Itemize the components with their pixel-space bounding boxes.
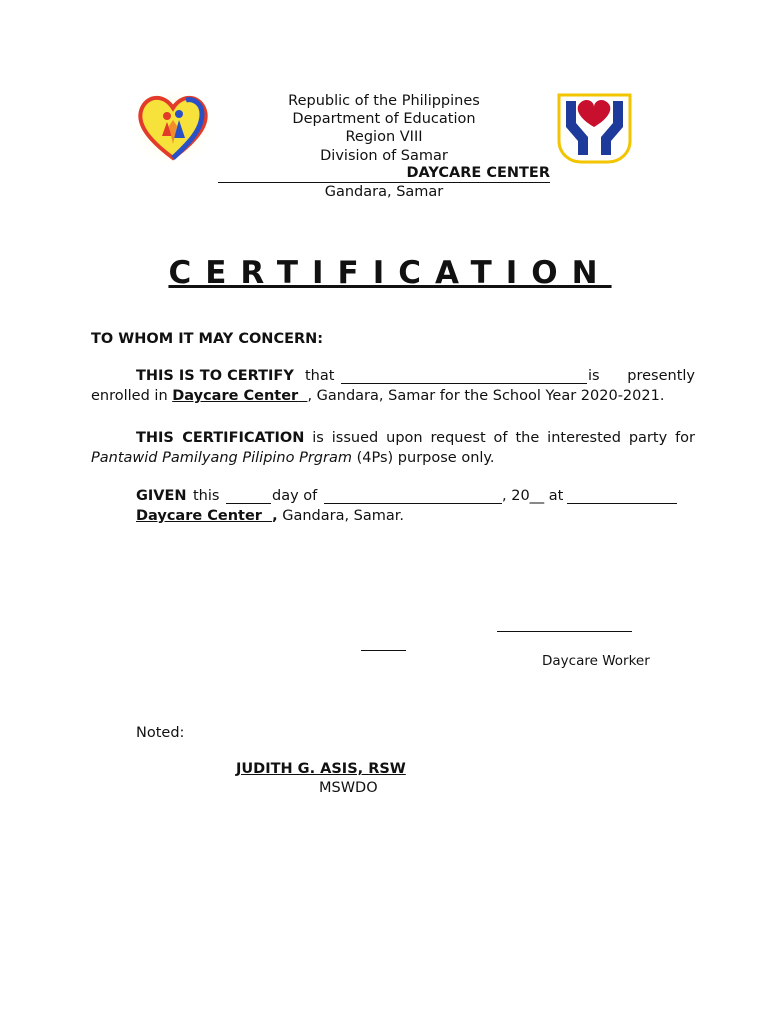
header-line-division: Division of Samar — [320, 147, 448, 164]
header-line-region: Region VIII — [345, 129, 423, 146]
certify-presently: presently — [627, 368, 695, 384]
paragraph-purpose — [91, 428, 695, 468]
dswd-seal-icon — [556, 93, 633, 164]
place-blank — [567, 486, 677, 504]
certify-that: that — [305, 368, 335, 384]
daycare-heart-logo-icon — [132, 86, 214, 166]
header-line-republic: Republic of the Philippines — [288, 93, 480, 109]
paragraph-certify — [91, 366, 695, 406]
given-rest: Gandara, Samar. — [282, 508, 405, 524]
month-blank — [324, 486, 502, 504]
paragraph-given — [136, 486, 696, 526]
purpose-lead: THIS CERTIFICATION — [136, 430, 305, 446]
enrolled-rest: , Gandara, Samar for the School Year 2020-2021. — [307, 388, 665, 404]
given-center: Daycare Center — [136, 508, 262, 524]
header-line-department: Department of Education — [292, 111, 476, 128]
center-location: Gandara, Samar — [324, 184, 444, 200]
given-lead: GIVEN — [136, 488, 187, 504]
letterhead — [234, 92, 534, 165]
child-name-blank — [341, 366, 587, 384]
given-comma: , — [272, 508, 278, 524]
noted-position: MSWDO — [319, 780, 378, 796]
worker-role: Daycare Worker — [542, 653, 650, 669]
certify-lead: THIS IS TO CERTIFY — [136, 368, 294, 384]
center-name-line — [218, 164, 550, 183]
day-blank — [226, 486, 271, 504]
short-signature-line — [361, 650, 406, 651]
noted-label: Noted: — [136, 725, 185, 741]
given-day-of: day of — [272, 488, 318, 504]
page-title: CERTIFICATION — [168, 255, 612, 291]
given-this: this — [193, 488, 220, 504]
worker-signature-line — [497, 631, 632, 632]
center-name: DAYCARE CENTER — [406, 165, 550, 181]
noted-name: JUDITH G. ASIS, RSW — [236, 761, 406, 777]
given-year: , 20__ at — [502, 488, 564, 504]
salutation: TO WHOM IT MAY CONCERN: — [91, 331, 324, 347]
certify-is: is — [588, 368, 600, 384]
program-name: Pantawid Pamilyang Pilipino Prgram — [91, 450, 352, 466]
enrolled-center: Daycare Center — [172, 388, 299, 404]
purpose-rest1: is issued upon request of the interested party for — [312, 430, 696, 446]
enrolled-in: enrolled in — [91, 388, 168, 404]
purpose-rest2: (4Ps) purpose only. — [356, 450, 495, 466]
